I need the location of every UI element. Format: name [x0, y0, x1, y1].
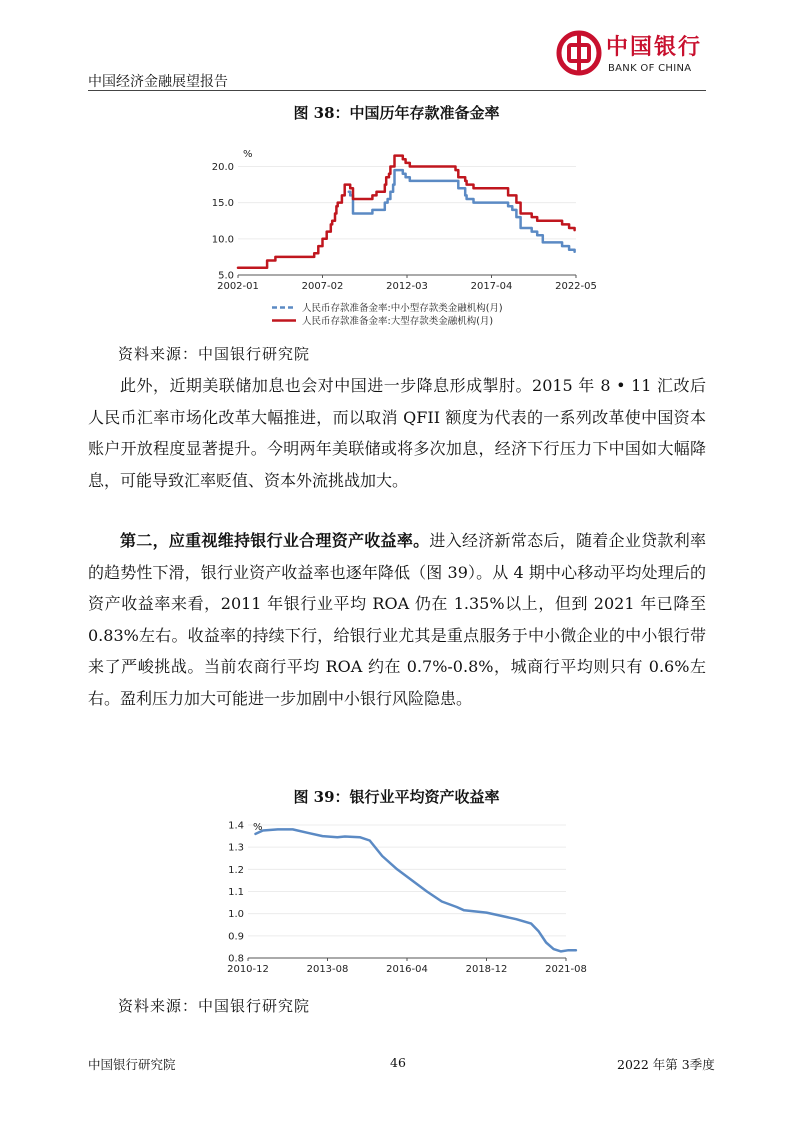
- y-tick-label: 1.4: [228, 820, 244, 832]
- report-title: 中国经济金融展望报告: [88, 74, 228, 90]
- header-rule: [88, 90, 706, 91]
- figure-39-source: 资料来源：中国银行研究院: [118, 997, 311, 1015]
- unit-label: %: [243, 149, 253, 160]
- legend-entry: 人民币存款准备金率:中小型存款类金融机构(月): [302, 303, 503, 314]
- unit-label: %: [253, 822, 263, 833]
- bank-logo: [556, 28, 708, 88]
- x-tick-label: 2012-03: [386, 281, 428, 292]
- figure-38-source: 资料来源：中国银行研究院: [118, 345, 311, 363]
- x-tick-label: 2021-08: [545, 964, 587, 975]
- y-tick-label: 1.2: [228, 864, 244, 876]
- y-tick-label: 5.0: [218, 270, 234, 282]
- logo-chinese-name: 中国银行: [606, 34, 703, 60]
- y-tick-label: 20.0: [211, 161, 234, 173]
- x-tick-label: 2002-01: [217, 281, 259, 292]
- x-tick-label: 2010-12: [227, 964, 269, 975]
- y-tick-label: 0.9: [228, 931, 244, 943]
- figure-38-svg: [196, 140, 596, 340]
- y-tick-label: 1.3: [228, 842, 244, 854]
- boc-emblem-icon: [556, 30, 602, 76]
- y-tick-label: 1.1: [228, 887, 244, 898]
- x-tick-label: 2016-04: [386, 964, 428, 975]
- legend-entry: 人民币存款准备金率:大型存款类金融机构(月): [302, 316, 494, 327]
- paragraph-1: 此外，近期美联储加息也会对中国进一步降息形成掣肘。2015 年 8 • 11 汇改后人民币汇率市场化改革大幅推进，而以取消 QFII 额度为代表的一系列改革使中国资本账户开放程度显著提升。今明两年美联储或将多次加息，经济下行压力下中国如大幅降息，可能导致汇率贬值、资本外流挑战加大。: [88, 376, 706, 490]
- footer-quarter: 2022 年第 3季度: [617, 1057, 715, 1072]
- y-tick-label: 1.0: [228, 909, 244, 921]
- y-tick-label: 0.8: [228, 953, 244, 965]
- figure-38-title: 图 38：中国历年存款准备金率: [293, 104, 500, 122]
- paragraph-2: [88, 525, 706, 714]
- series-line-0: [256, 829, 576, 951]
- y-tick-label: 15.0: [211, 198, 234, 210]
- paragraph-2-lead: 第二，应重视维持银行业合理资产收益率。: [120, 531, 430, 550]
- figure-39-svg: [218, 815, 598, 985]
- footer-institute: 中国银行研究院: [88, 1057, 176, 1072]
- x-tick-label: 2022-05: [555, 281, 596, 292]
- figure-39-chart: [218, 815, 598, 985]
- footer-page-number: 46: [390, 1055, 406, 1070]
- paragraph-2-body: 进入经济新常态后，随着企业贷款利率的趋势性下滑，银行业资产收益率也逐年降低（图 39）。从 4 期中心移动平均处理后的资产收益率来看，2011 年银行业平均 ROA 仍在 1.35%以上，但到 2021 年已降至 0.83%左右。收益率的持续下行，给银行业尤其是重点服务于中小微企业的中小银行带来了严峻挑战。当前农商行平均 ROA 约在 0.7%-0.8%，城商行平均则只有 0.6%左右。盈利压力加大可能进一步加剧中小银行风险隐患。: [88, 531, 706, 708]
- x-tick-label: 2013-08: [306, 964, 349, 975]
- figure-38-chart: [196, 140, 596, 340]
- series-line-0: [349, 170, 575, 252]
- y-tick-label: 10.0: [211, 234, 234, 246]
- series-line-1: [238, 156, 575, 268]
- x-tick-label: 2007-02: [301, 281, 344, 292]
- logo-english-name: BANK OF CHINA: [608, 63, 692, 74]
- x-tick-label: 2018-12: [465, 964, 508, 975]
- figure-39-title: 图 39：银行业平均资产收益率: [293, 788, 500, 806]
- x-tick-label: 2017-04: [470, 281, 513, 292]
